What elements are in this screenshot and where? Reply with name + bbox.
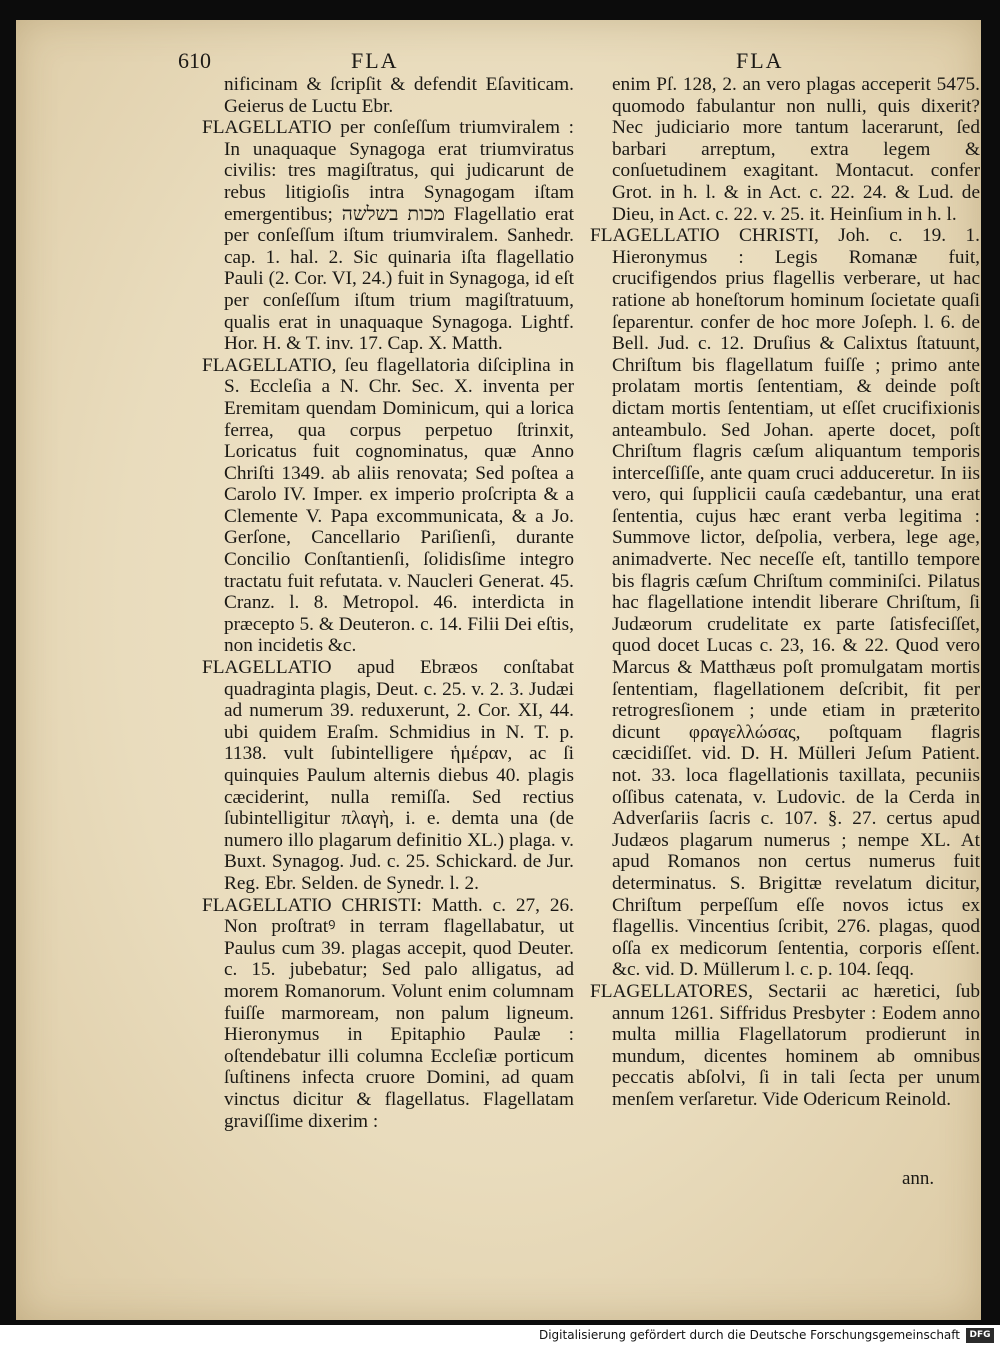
entry: FLAGELLATORES, Sectarii ac hæretici, ſub annum 1261. Siffridus Presbyter : Eodem anno multa millia Flagellatorum prodierunt in mundum, dicentes hominem ab omnibus peccatis abſolvi, ſi in tali ſecta per unum menſem verſaretur. Vide Odericum Reinold.: [590, 980, 980, 1110]
keyword-right: FLA: [736, 48, 784, 73]
paragraph: nificinam & ſcripſit & defendit Eſaviticam. Geierus de Luctu Ebr.: [224, 74, 574, 117]
entry: FLAGELLATIO per conſeſſum triumviralem : In unaquaque Synagoga erat triumviratus civilis: tres magiſtratus, qui judicarunt de rebus litigioſis intra Synagogam iſtam emergentibus; מכות בשלשה Flagellatio erat per conſeſſum iſtum triumviralem. Sanhedr. cap. 1. hal. 2. Sic quinaria iſta flagellatio Pauli (2. Cor. VI, 24.) fuit in Synagoga, id eſt per conſeſſum iſtum trium magiſtratuum, qualis erat in unaquaque Synagoga. Lightf. Hor. H. & T. inv. 17. Cap. X. Matth.: [202, 117, 575, 355]
dfg-logo: DFG: [966, 1328, 994, 1343]
page-number: 610: [178, 48, 211, 73]
left-column: [202, 74, 574, 1132]
digitization-footer: [0, 1325, 1000, 1347]
paragraph: enim Pſ. 128, 2. an vero plagas acceperit 5475. quomodo fabulantur non nulli, quis dixerit? Nec judiciario more tantum lacerarunt, ſed barbari arreptum, extra legem & conſuetudinem exagitant. Montacut. confer Grot. in h. l. & in Act. c. 22. 24. & Lud. de Dieu, in Act. c. 22. v. 25. it. Heinſium in h. l.: [612, 74, 980, 225]
book-page: [16, 20, 981, 1320]
entry: FLAGELLATIO, ſeu flagellatoria diſciplina in S. Eccleſia a N. Chr. Sec. X. inventa per Eremitam quendam Dominicum, qui a lorica ferrea, qua corpus perpetuo ſtrinxit, Loricatus fuit cognominatus, quæ Anno Chriſti 1349. ab aliis renovata; Sed poſtea a Carolo IV. Imper. ex imperio proſcripta & a Clemente V. Papa excommunicata, & a Jo. Gerſone, Cancellario Pariſienſi, durante Concilio Conſtantienſi, ſolidisſime integro tractatu fuit refutata. v. Naucleri Generat. 45. Cranz. l. 8. Metropol. 46. interdicta in præcepto 5. & Deuteron. c. 14. Filii Dei eſtis, non incidetis &c.: [202, 354, 574, 657]
funding-credit: Digitalisierung gefördert durch die Deutsche Forschungsgemeinschaft: [538, 1328, 960, 1342]
keyword-left: FLA: [351, 48, 399, 73]
entry: FLAGELLATIO CHRISTI, Joh. c. 19. 1. Hieronymus : Legis Romanæ fuit, crucifigendos prius flagellis verberare, ut hac ratione ab honeſtorum hominum ſocietate quaſi ſeparentur. confer de hoc more Joſeph. l. 6. de Bell. Jud. c. 12. Druſius & Calixtus ſtatuunt, Chriſtum bis flagellatum fuiſſe ; primo ante prolatam mortis ſententiam, & deinde poſt dictam mortis ſententiam, ut eſſet crucifixionis anteambulo. Sed Johan. aperte docet, poſt Chriſtum flagris cæſum aliquantum temporis interceſſiſſe, ante quam cruci adduceretur. In iis vero, qui ſupplicii cauſa cædebantur, una erat ſententia, cujus hæc erant verba legitima : Summove lictor, deſpolia, verbera, lege age, animadverte. Nec neceſſe eſt, tantillo tempore bis flagris cæſum Chriſtum comminiſci. Pilatus hac flagellatione intendit liberare Chriſtum, ſi Judæorum crudelitate ex parte ſatisfeciſſet, quod docet Lucas c. 23, 16. & 22. Quod vero Marcus & Matthæus poſt promulgatam mortis ſententiam, flagellationem deſcribit, fit per retrogresſionem ; unde etiam in præterito dicunt φραγελλώσας, poſtquam flagris cæcidiſſet. vid. D. H. Mülleri Jeſum Patient. not. 33. loca flagellationis taxillata, pecuniis oſſibus catenata, v. Ludovic. de la Cerda in Adverſariis ſacris c. 107. §. 27. certus apud Judæos plagarum numerus ; nempe XL. At apud Romanos non certus numerus fuit determinatus. S. Brigittæ revelatum dicitur, Chriſtum perpeſſum eſſe novos ictus ex flagellis. Vincentius ſcribit, 276. plagas, quod oſſa ex medicorum ſententia, corporis eſſent. &c. vid. D. Müllerum l. c. p. 104. ſeqq.: [590, 225, 980, 981]
catchword: ann.: [902, 1168, 935, 1189]
entry: FLAGELLATIO CHRISTI: Matth. c. 27, 26. Non proſtratꝰ in terram flagellabatur, ut Paulus cum 39. plagas accepit, quod Deuter. c. 15. jubebatur; Sed palo alligatus, ad morem Romanorum. Volunt enim columnam fuiſſe marmoream, non palum ligneum. Hieronymus in Epitaphio Paulæ : oſtendebatur illi columna Eccleſiæ porticum ſuſtinens infecta cruore Domini, ad quam vinctus dicitur & flagellatus. Flagellatam graviſſime dixerim :: [202, 894, 574, 1132]
right-column: [590, 74, 980, 1111]
entry: FLAGELLATIO apud Ebræos conſtabat quadraginta plagis, Deut. c. 25. v. 2. 3. Judæi ad numerum 39. reduxerunt, 2. Cor. XI, 44. ubi quidem Eraſm. Schmidius in N. T. p. 1138. vult ſubintelligere ἡμέραν, ac ſi quinquies Paulum alternis diebus 40. plagis cæciderint, nulla remiſſa. Sed rectius ſubintelligitur πλαγὴ, i. e. demta una (de numero illo plagarum definitio XL.) plaga. v. Buxt. Synagog. Jud. c. 25. Schickard. de Jur. Reg. Ebr. Selden. de Synedr. l. 2.: [202, 657, 574, 894]
